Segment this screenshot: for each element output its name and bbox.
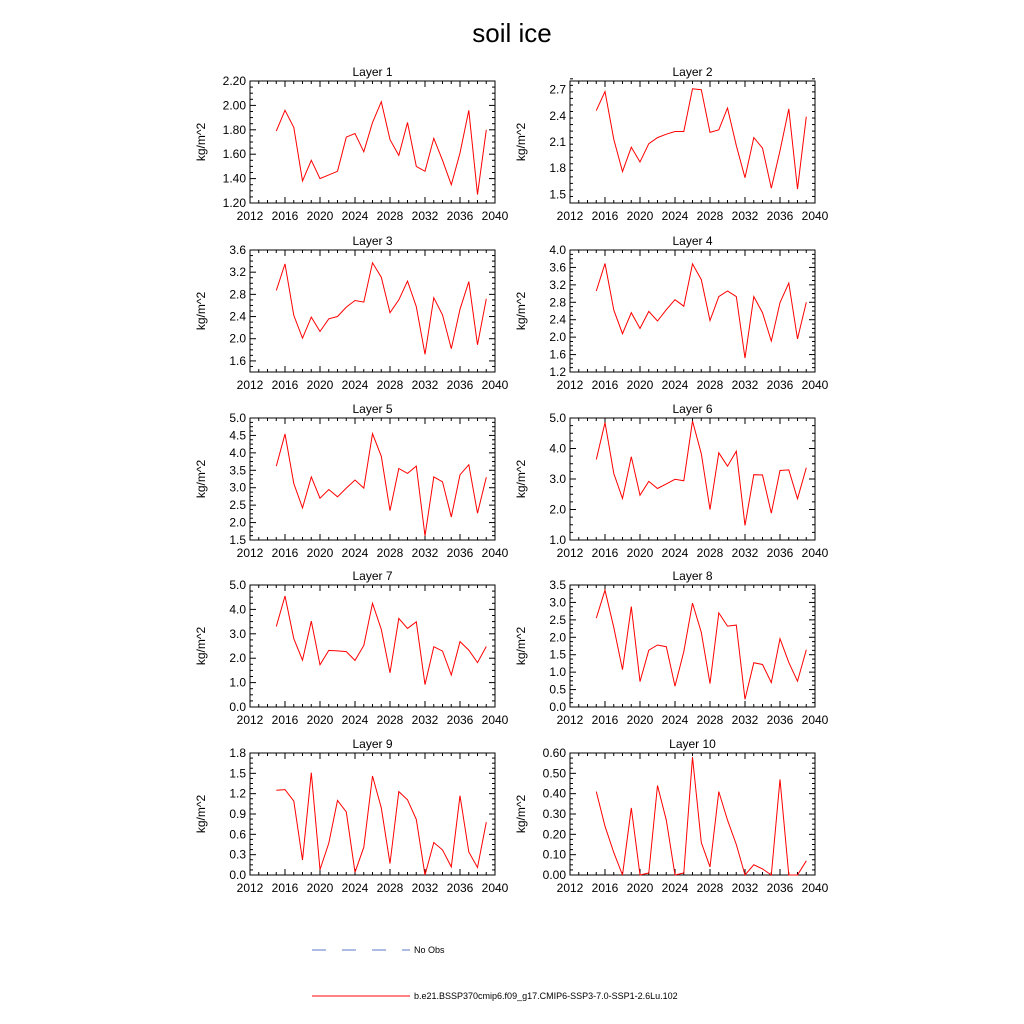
y-tick-label: 1.6 bbox=[229, 353, 246, 368]
x-tick-label: 2028 bbox=[376, 546, 404, 560]
legend-model-label: b.e21.BSSP370cmip6.f09_g17.CMIP6-SSP3-7.0-SSP1-2.6Lu.102 bbox=[414, 991, 678, 1001]
y-tick-label: 3.5 bbox=[229, 463, 246, 478]
series-line bbox=[596, 590, 806, 699]
x-tick-label: 2032 bbox=[731, 378, 759, 392]
plot-frame bbox=[250, 250, 495, 372]
y-tick-label: 1.6 bbox=[549, 347, 566, 362]
x-tick-label: 2024 bbox=[661, 546, 689, 560]
chart-panel-layer-7 bbox=[194, 569, 509, 727]
y-tick-label: 2.0 bbox=[229, 331, 246, 346]
y-tick-label: 3.2 bbox=[549, 277, 566, 292]
x-tick-label: 2012 bbox=[236, 546, 264, 560]
y-tick-label: 0.0 bbox=[229, 700, 246, 714]
panel-title: Layer 4 bbox=[672, 234, 713, 248]
x-tick-label: 2040 bbox=[801, 546, 829, 560]
y-axis-label: kg/m^2 bbox=[514, 626, 528, 666]
x-tick-label: 2012 bbox=[236, 881, 264, 895]
x-tick-label: 2024 bbox=[661, 209, 689, 223]
y-tick-label: 2.8 bbox=[229, 287, 246, 302]
panel-title: Layer 1 bbox=[352, 65, 393, 79]
y-axis-label: kg/m^2 bbox=[194, 794, 208, 834]
x-tick-label: 2032 bbox=[731, 546, 759, 560]
y-tick-label: 1.60 bbox=[222, 147, 246, 162]
series-line bbox=[596, 89, 806, 189]
chart-panel-layer-1 bbox=[194, 65, 509, 223]
x-tick-label: 2020 bbox=[626, 378, 654, 392]
y-tick-label: 5.0 bbox=[229, 578, 246, 592]
panel-title: Layer 6 bbox=[672, 402, 713, 416]
y-tick-label: 2.0 bbox=[549, 630, 566, 645]
y-tick-label: 3.5 bbox=[549, 578, 566, 592]
chart-panel-layer-3 bbox=[194, 234, 509, 392]
y-axis-label: kg/m^2 bbox=[514, 794, 528, 834]
y-tick-label: 5.0 bbox=[229, 411, 246, 425]
panel-title: Layer 7 bbox=[352, 569, 393, 583]
y-tick-label: 0.40 bbox=[542, 786, 566, 801]
y-tick-label: 3.6 bbox=[549, 260, 566, 275]
legend-obs-label: No Obs bbox=[414, 945, 445, 955]
x-tick-label: 2020 bbox=[306, 209, 334, 223]
y-tick-label: 0.60 bbox=[542, 746, 566, 760]
panel-title: Layer 3 bbox=[352, 234, 393, 248]
y-axis-label: kg/m^2 bbox=[514, 291, 528, 331]
x-tick-label: 2020 bbox=[306, 881, 334, 895]
x-tick-label: 2020 bbox=[626, 713, 654, 727]
x-tick-label: 2012 bbox=[556, 546, 584, 560]
x-tick-label: 2024 bbox=[661, 881, 689, 895]
y-tick-label: 2.7 bbox=[549, 82, 566, 97]
x-tick-label: 2024 bbox=[341, 209, 369, 223]
x-tick-label: 2024 bbox=[341, 546, 369, 560]
x-tick-label: 2016 bbox=[591, 546, 619, 560]
y-tick-label: 0.20 bbox=[542, 827, 566, 842]
x-tick-label: 2016 bbox=[591, 713, 619, 727]
y-tick-label: 1.5 bbox=[229, 533, 246, 547]
x-tick-label: 2012 bbox=[556, 209, 584, 223]
series-line bbox=[596, 757, 806, 875]
x-tick-label: 2032 bbox=[411, 378, 439, 392]
y-tick-label: 4.5 bbox=[229, 428, 246, 443]
y-tick-label: 2.5 bbox=[229, 498, 246, 513]
x-tick-label: 2028 bbox=[376, 713, 404, 727]
x-tick-label: 2036 bbox=[446, 209, 474, 223]
y-tick-label: 0.00 bbox=[542, 868, 566, 882]
x-tick-label: 2020 bbox=[626, 546, 654, 560]
x-tick-label: 2012 bbox=[236, 713, 264, 727]
x-tick-label: 2032 bbox=[731, 713, 759, 727]
y-tick-label: 1.0 bbox=[549, 665, 566, 680]
x-tick-label: 2020 bbox=[626, 209, 654, 223]
x-tick-label: 2016 bbox=[271, 546, 299, 560]
x-tick-label: 2012 bbox=[556, 378, 584, 392]
y-tick-label: 1.0 bbox=[549, 533, 566, 547]
y-tick-label: 4.0 bbox=[229, 602, 246, 617]
x-tick-label: 2020 bbox=[306, 378, 334, 392]
y-axis-label: kg/m^2 bbox=[194, 626, 208, 666]
x-tick-label: 2040 bbox=[801, 378, 829, 392]
y-tick-label: 1.5 bbox=[549, 647, 566, 662]
x-tick-label: 2036 bbox=[446, 378, 474, 392]
y-tick-label: 2.00 bbox=[222, 98, 246, 113]
y-tick-label: 3.0 bbox=[549, 472, 566, 486]
x-tick-label: 2032 bbox=[731, 881, 759, 895]
y-tick-label: 2.4 bbox=[229, 309, 246, 324]
x-tick-label: 2016 bbox=[271, 209, 299, 223]
x-tick-label: 2016 bbox=[591, 378, 619, 392]
y-tick-label: 2.4 bbox=[549, 312, 566, 327]
x-tick-label: 2036 bbox=[446, 713, 474, 727]
x-tick-label: 2032 bbox=[411, 209, 439, 223]
x-tick-label: 2032 bbox=[411, 546, 439, 560]
x-tick-label: 2040 bbox=[801, 209, 829, 223]
x-tick-label: 2036 bbox=[766, 713, 794, 727]
series-line bbox=[276, 596, 486, 685]
x-tick-label: 2036 bbox=[446, 881, 474, 895]
x-tick-label: 2028 bbox=[376, 378, 404, 392]
series-line bbox=[276, 102, 486, 195]
x-tick-label: 2040 bbox=[481, 546, 509, 560]
series-line bbox=[276, 263, 486, 355]
panel-title: Layer 9 bbox=[352, 737, 393, 751]
panel-title: Layer 5 bbox=[352, 402, 393, 416]
chart-panel-layer-2 bbox=[514, 65, 829, 223]
x-tick-label: 2016 bbox=[591, 209, 619, 223]
x-tick-label: 2036 bbox=[766, 881, 794, 895]
plot-frame bbox=[570, 753, 815, 875]
y-tick-label: 2.4 bbox=[549, 108, 566, 123]
y-tick-label: 4.0 bbox=[549, 243, 566, 257]
x-tick-label: 2036 bbox=[766, 378, 794, 392]
x-tick-label: 2032 bbox=[411, 713, 439, 727]
x-tick-label: 2040 bbox=[801, 713, 829, 727]
series-line bbox=[596, 264, 806, 359]
x-tick-label: 2040 bbox=[481, 881, 509, 895]
x-tick-label: 2012 bbox=[236, 209, 264, 223]
y-tick-label: 1.2 bbox=[549, 365, 566, 379]
y-tick-label: 0.50 bbox=[542, 766, 566, 781]
x-tick-label: 2028 bbox=[696, 881, 724, 895]
x-tick-label: 2032 bbox=[731, 209, 759, 223]
y-tick-label: 1.8 bbox=[229, 746, 246, 760]
x-tick-label: 2028 bbox=[696, 546, 724, 560]
y-axis-label: kg/m^2 bbox=[194, 459, 208, 499]
y-tick-label: 3.0 bbox=[229, 480, 246, 495]
x-tick-label: 2016 bbox=[591, 881, 619, 895]
x-tick-label: 2040 bbox=[481, 378, 509, 392]
y-tick-label: 1.5 bbox=[229, 766, 246, 781]
y-axis-label: kg/m^2 bbox=[194, 291, 208, 331]
y-tick-label: 1.2 bbox=[229, 786, 246, 801]
x-tick-label: 2012 bbox=[236, 378, 264, 392]
legend bbox=[312, 945, 678, 1001]
chart-panel-layer-8 bbox=[514, 569, 829, 727]
chart-panel-layer-9 bbox=[194, 737, 509, 895]
y-tick-label: 0.9 bbox=[229, 807, 246, 821]
x-tick-label: 2020 bbox=[306, 546, 334, 560]
chart-panel-layer-10 bbox=[514, 737, 829, 895]
x-tick-label: 2040 bbox=[481, 713, 509, 727]
y-tick-label: 2.8 bbox=[549, 295, 566, 310]
x-tick-label: 2020 bbox=[306, 713, 334, 727]
x-tick-label: 2016 bbox=[271, 713, 299, 727]
x-tick-label: 2016 bbox=[271, 378, 299, 392]
y-tick-label: 1.0 bbox=[229, 675, 246, 690]
x-tick-label: 2024 bbox=[661, 713, 689, 727]
series-line bbox=[276, 773, 486, 875]
x-tick-label: 2024 bbox=[341, 881, 369, 895]
x-tick-label: 2036 bbox=[766, 209, 794, 223]
panel-title: Layer 8 bbox=[672, 569, 713, 583]
y-tick-label: 0.30 bbox=[542, 807, 566, 821]
series-line bbox=[276, 434, 486, 536]
x-tick-label: 2036 bbox=[446, 546, 474, 560]
y-tick-label: 4.0 bbox=[549, 441, 566, 456]
y-tick-label: 0.0 bbox=[549, 700, 566, 714]
y-tick-label: 0.10 bbox=[542, 847, 566, 862]
y-tick-label: 0.0 bbox=[229, 868, 246, 882]
y-tick-label: 2.0 bbox=[549, 502, 566, 517]
y-tick-label: 0.3 bbox=[229, 847, 246, 862]
x-tick-label: 2028 bbox=[376, 209, 404, 223]
y-tick-label: 5.0 bbox=[549, 411, 566, 425]
x-tick-label: 2028 bbox=[696, 209, 724, 223]
x-tick-label: 2028 bbox=[376, 881, 404, 895]
chart-panel-layer-6 bbox=[514, 402, 829, 560]
figure-title: soil ice bbox=[472, 18, 552, 48]
x-tick-label: 2024 bbox=[661, 378, 689, 392]
panel-title: Layer 2 bbox=[672, 65, 713, 79]
y-tick-label: 1.8 bbox=[549, 161, 566, 176]
x-tick-label: 2020 bbox=[626, 881, 654, 895]
y-tick-label: 3.0 bbox=[229, 626, 246, 641]
y-axis-label: kg/m^2 bbox=[514, 459, 528, 499]
y-axis-label: kg/m^2 bbox=[194, 122, 208, 162]
y-tick-label: 1.40 bbox=[222, 171, 246, 186]
y-tick-label: 1.20 bbox=[222, 196, 246, 210]
y-tick-label: 3.2 bbox=[229, 265, 246, 280]
x-tick-label: 2024 bbox=[341, 378, 369, 392]
x-tick-label: 2040 bbox=[481, 209, 509, 223]
plot-frame bbox=[250, 81, 495, 203]
y-tick-label: 0.6 bbox=[229, 827, 246, 842]
x-tick-label: 2012 bbox=[556, 881, 584, 895]
x-tick-label: 2028 bbox=[696, 378, 724, 392]
chart-panels bbox=[194, 65, 829, 895]
y-tick-label: 1.80 bbox=[222, 122, 246, 137]
y-tick-label: 2.0 bbox=[549, 330, 566, 345]
y-tick-label: 0.5 bbox=[549, 682, 566, 697]
y-tick-label: 2.20 bbox=[222, 74, 246, 88]
y-tick-label: 2.0 bbox=[229, 651, 246, 666]
x-tick-label: 2024 bbox=[341, 713, 369, 727]
y-tick-label: 2.0 bbox=[229, 515, 246, 530]
y-tick-label: 1.5 bbox=[549, 187, 566, 202]
y-tick-label: 3.0 bbox=[549, 595, 566, 610]
x-tick-label: 2012 bbox=[556, 713, 584, 727]
chart-panel-layer-5 bbox=[194, 402, 509, 560]
y-tick-label: 2.1 bbox=[549, 135, 566, 149]
x-tick-label: 2040 bbox=[801, 881, 829, 895]
panel-title: Layer 10 bbox=[669, 737, 716, 751]
chart-panel-layer-4 bbox=[514, 234, 829, 392]
x-tick-label: 2016 bbox=[271, 881, 299, 895]
y-axis-label: kg/m^2 bbox=[514, 122, 528, 162]
x-tick-label: 2028 bbox=[696, 713, 724, 727]
y-tick-label: 3.6 bbox=[229, 243, 246, 257]
series-line bbox=[596, 421, 806, 525]
x-tick-label: 2036 bbox=[766, 546, 794, 560]
y-tick-label: 4.0 bbox=[229, 445, 246, 460]
y-tick-label: 2.5 bbox=[549, 612, 566, 627]
x-tick-label: 2032 bbox=[411, 881, 439, 895]
